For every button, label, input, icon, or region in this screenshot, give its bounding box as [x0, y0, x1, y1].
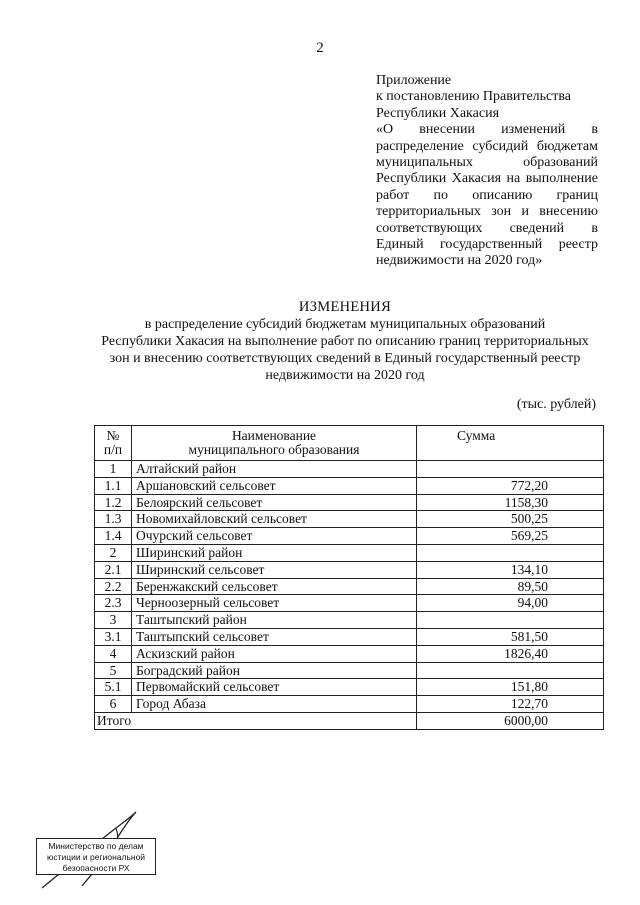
- appendix-line: к постановлению Правительства: [376, 89, 572, 105]
- document-title-block: [90, 299, 600, 384]
- cell-number: 1: [95, 461, 132, 478]
- table-row: [95, 645, 604, 662]
- cell-number: 5.1: [95, 679, 132, 696]
- cell-name: Таштыпский сельсовет: [132, 628, 417, 645]
- appendix-line: Республики Хакасия: [376, 105, 500, 121]
- cell-name: Ширинский район: [132, 544, 417, 561]
- cell-sum: 772,20: [417, 477, 604, 494]
- table-row: [95, 628, 604, 645]
- cell-name: Первомайский сельсовет: [132, 679, 417, 696]
- cell-name: Таштыпский район: [132, 612, 417, 629]
- subsidy-table: [94, 425, 604, 730]
- total-label: Итого: [95, 712, 417, 729]
- appendix-line: распределение субсидий бюджетам: [376, 138, 598, 154]
- table-row: [95, 477, 604, 494]
- cell-sum: 151,80: [417, 679, 604, 696]
- cell-name: Черноозерный сельсовет: [132, 595, 417, 612]
- cell-number: 3.1: [95, 628, 132, 645]
- appendix-block: [376, 73, 598, 270]
- header-text: п/п: [103, 442, 123, 457]
- table-row: [95, 679, 604, 696]
- total-sum: 6000,00: [417, 712, 604, 729]
- cell-sum: [417, 544, 604, 561]
- table-row: [95, 494, 604, 511]
- header-text: Наименование: [231, 428, 317, 443]
- table-row: [95, 612, 604, 629]
- cell-name: Очурский сельсовет: [132, 528, 417, 545]
- table-row: [95, 528, 604, 545]
- appendix-line: муниципальных образований: [376, 155, 598, 171]
- cell-sum: [417, 662, 604, 679]
- cell-sum: 89,50: [417, 578, 604, 595]
- header-text: муниципального образования: [188, 442, 360, 457]
- cell-sum: 122,70: [417, 696, 604, 713]
- cell-sum: 1826,40: [417, 645, 604, 662]
- cell-number: 5: [95, 662, 132, 679]
- table-row: [95, 578, 604, 595]
- stamp-line: безопасности РХ: [62, 863, 130, 873]
- header-text: №: [106, 428, 120, 443]
- subtitle-line: в распределение субсидий бюджетам муниципальных образований: [144, 317, 546, 332]
- cell-number: 3: [95, 612, 132, 629]
- column-header-number: [95, 426, 132, 461]
- stamp-text-box: [36, 838, 156, 875]
- table-row: [95, 544, 604, 561]
- appendix-line: работ по описанию границ: [376, 187, 598, 203]
- document-heading: ИЗМЕНЕНИЯ: [298, 299, 392, 315]
- ministry-stamp: [24, 790, 174, 890]
- table-row: [95, 696, 604, 713]
- table-row: [95, 662, 604, 679]
- cell-name: Алтайский район: [132, 461, 417, 478]
- cell-name: Ширинский сельсовет: [132, 561, 417, 578]
- cell-name: Боградский район: [132, 662, 417, 679]
- table-row: [95, 461, 604, 478]
- cell-sum: 1158,30: [417, 494, 604, 511]
- appendix-line: недвижимости на 2020 год»: [376, 253, 543, 269]
- cell-name: Белоярский сельсовет: [132, 494, 417, 511]
- cell-sum: 134,10: [417, 561, 604, 578]
- appendix-line: территориальных зон и внесению: [376, 204, 598, 220]
- table-total-row: [95, 712, 604, 729]
- cell-name: Аскизский район: [132, 645, 417, 662]
- table-row: [95, 595, 604, 612]
- cell-number: 2.3: [95, 595, 132, 612]
- column-header-name: [132, 426, 417, 461]
- page-number: 2: [316, 40, 324, 56]
- table-header-row: [95, 426, 604, 461]
- stamp-line: Министерство по делам: [48, 841, 144, 851]
- cell-name: Беренжакский сельсовет: [132, 578, 417, 595]
- cell-number: 2.1: [95, 561, 132, 578]
- cell-number: 2: [95, 544, 132, 561]
- cell-number: 4: [95, 645, 132, 662]
- cell-number: 1.4: [95, 528, 132, 545]
- cell-name: Новомихайловский сельсовет: [132, 511, 417, 528]
- cell-sum: 569,25: [417, 528, 604, 545]
- appendix-line: Республики Хакасия на выполнение: [376, 171, 598, 187]
- appendix-line: «О внесении изменений в: [376, 122, 598, 138]
- cell-sum: 500,25: [417, 511, 604, 528]
- appendix-line: Приложение: [376, 73, 452, 88]
- cell-sum: 581,50: [417, 628, 604, 645]
- cell-name: Город Абаза: [132, 696, 417, 713]
- table-body: [95, 461, 604, 730]
- cell-name: Аршановский сельсовет: [132, 477, 417, 494]
- units-label: (тыс. рублей): [516, 397, 596, 412]
- cell-sum: [417, 461, 604, 478]
- cell-number: 1.2: [95, 494, 132, 511]
- cell-number: 1.3: [95, 511, 132, 528]
- cell-number: 2.2: [95, 578, 132, 595]
- table-row: [95, 561, 604, 578]
- appendix-line: соответствующих сведений в: [376, 220, 598, 236]
- cell-sum: [417, 612, 604, 629]
- appendix-line: Единый государственный реестр: [376, 237, 598, 253]
- table-row: [95, 511, 604, 528]
- cell-sum: 94,00: [417, 595, 604, 612]
- cell-number: 6: [95, 696, 132, 713]
- subtitle-line: недвижимости на 2020 год: [265, 368, 425, 383]
- subtitle-line: зон и внесению соответствующих сведений в Единый государственный реестр: [109, 351, 581, 366]
- column-header-sum: Сумма: [417, 426, 604, 461]
- subtitle-line: Республики Хакасия на выполнение работ по описанию границ территориальных: [101, 334, 589, 349]
- stamp-line: юстиции и региональной: [46, 852, 146, 862]
- cell-number: 1.1: [95, 477, 132, 494]
